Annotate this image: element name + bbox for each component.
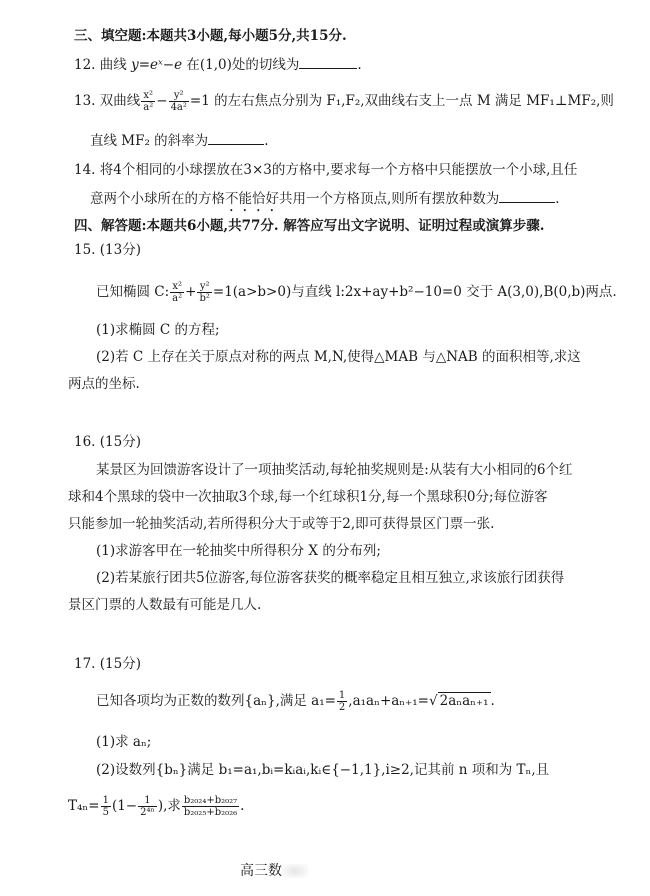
- fraction: $\frac{\text{y²}}{\text{4a²}}$: [170, 90, 187, 113]
- question-16-part-2: (2)若某旅行团共5位游客,每位游客获奖的概率稳定且相互独立,求该旅行团获得: [96, 570, 565, 586]
- smudge: [282, 864, 308, 878]
- question-16-header: 16. (15分): [74, 434, 141, 450]
- answer-blank-12: [299, 54, 357, 69]
- fraction: $\frac{1}{\text{2⁴ⁿ}}$: [140, 795, 155, 818]
- question-17-part-2: (2)设数列{bₙ}满足 b₁=a₁,bᵢ=kᵢaᵢ,kᵢ∈{−1,1},i≥2,记其前 n 项和为 Tₙ,且: [96, 762, 550, 778]
- answer-blank-13: [208, 130, 264, 145]
- question-13: 13. 双曲线 $\frac{\text{x²}}{\text{a²}}$ − $\frac{\text{y²}}{\text{4a²}}$ =1 的左右焦点分别为 F₁,F₂,双曲线右支上一点 M 满足 MF₁⊥MF₂,则: [74, 90, 614, 113]
- page-footer: 高三数: [240, 860, 308, 880]
- question-15-part-2-cont: 两点的坐标.: [68, 376, 140, 392]
- square-root: 2aₙaₙ₊₁: [439, 693, 489, 709]
- question-15-part-2: (2)若 C 上存在关于原点对称的两点 M,N,使得△MAB 与△NAB 的面积相等,求这: [96, 349, 581, 365]
- question-15-header: 15. (13分): [74, 242, 141, 258]
- question-17-part-1: (1)求 aₙ;: [96, 734, 152, 750]
- question-13-line-2: 直线 MF₂ 的斜率为 .: [90, 130, 610, 151]
- fraction: $\frac{\text{x²}}{\text{a²}}$: [143, 90, 154, 113]
- question-14-line-1: 14. 将4个相同的小球摆放在3×3的方格中,要求每一个方格中只能摆放一个小球,且任: [74, 162, 578, 178]
- question-17-stem: 已知各项均为正数的数列{aₙ},满足 a₁= $\frac{1}{2}$ ,a₁aₙ+aₙ₊₁=√ 2aₙaₙ₊₁ .: [96, 690, 495, 713]
- fraction: $\frac{\text{x²}}{\text{a²}}$: [172, 281, 183, 304]
- fraction: $\frac{\text{b₂₀₂₄+b₂₀₂₇}}{\text{b₂₀₂₅+b₂₀₂₆}}$: [183, 795, 238, 818]
- question-17-header: 17. (15分): [74, 656, 141, 672]
- question-16-stem-1: 某景区为回馈游客设计了一项抽奖活动,每轮抽奖规则是:从装有大小相同的6个红: [96, 462, 573, 478]
- question-14-line-2: 意两个小球所在的方格不能恰好共用一个方格顶点,则所有摆放种数为 .: [90, 188, 610, 215]
- question-16-stem-2: 球和4个黑球的袋中一次抽取3个球,每一个红球积1分,每一个黑球积0分;每位游客: [68, 489, 548, 505]
- section-3-heading: 三、填空题:本题共3小题,每小题5分,共15分.: [74, 28, 347, 44]
- question-15-stem: 已知椭圆 C: $\frac{\text{x²}}{\text{a²}}$ + $\frac{\text{y²}}{\text{b²}}$ =1(a>b>0)与直线 l:2x+ay+b²−10=0 交于 A(3,0),B(0,b)两点.: [96, 281, 617, 304]
- fraction: $\frac{1}{2}$: [338, 690, 346, 713]
- section-4-heading: 四、解答题:本题共6小题,共77分. 解答应写出文字说明、证明过程或演算步骤.: [74, 218, 545, 234]
- emphasized-text: 不能恰好: [225, 191, 279, 207]
- question-15-part-1: (1)求椭圆 C 的方程;: [96, 322, 220, 338]
- answer-blank-14: [499, 188, 555, 203]
- question-12: 12. 曲线 y=eˣ−e 在(1,0)处的切线为 .: [74, 54, 610, 75]
- fraction: $\frac{\text{y²}}{\text{b²}}$: [199, 281, 210, 304]
- question-16-stem-3: 只能参加一轮抽奖活动,若所得积分大于或等于2,即可获得景区门票一张.: [68, 516, 495, 532]
- question-16-part-1: (1)求游客甲在一轮抽奖中所得积分 X 的分布列;: [96, 543, 381, 559]
- question-17-formula: T₄ₙ= $\frac{1}{5}$ (1− $\frac{1}{\text{2⁴ⁿ}}$ ),求 $\frac{\text{b₂₀₂₄+b₂₀₂₇}}{\text{b₂₀₂₅+b₂₀₂₆}}$ .: [68, 795, 245, 818]
- fraction: $\frac{1}{5}$: [102, 795, 109, 818]
- question-16-part-2-cont: 景区门票的人数最有可能是几人.: [68, 597, 262, 613]
